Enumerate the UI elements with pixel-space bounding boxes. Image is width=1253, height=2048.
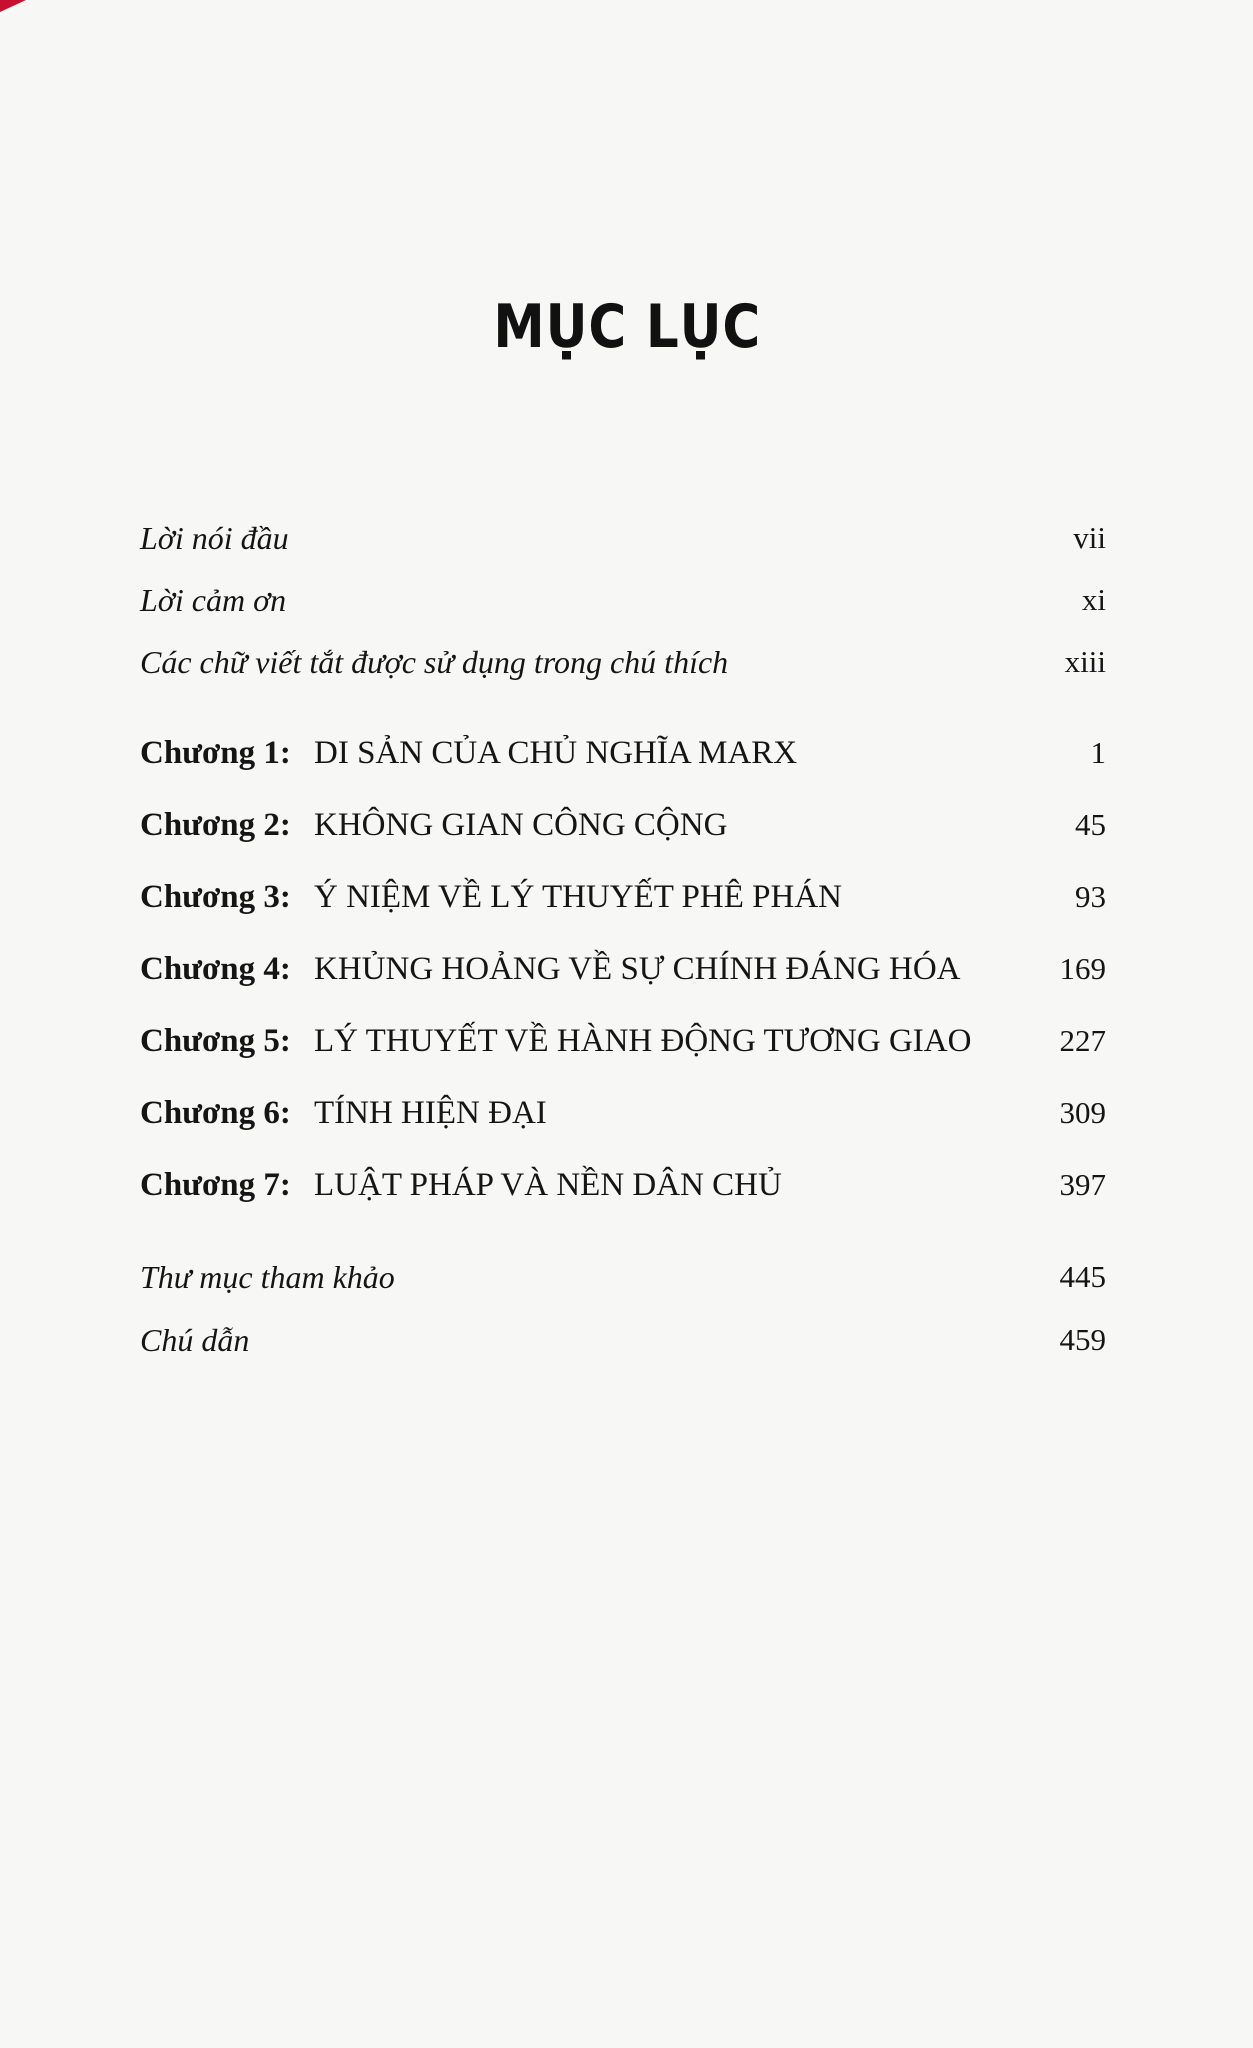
toc-entry-back[interactable] <box>140 1257 1106 1307</box>
front-matter-label: Các chữ viết tắt được sử dụng trong chú thích <box>140 644 729 680</box>
chapter-title: DI SẢN CỦA CHỦ NGHĨA MARX <box>314 735 798 771</box>
page-title: MỤC LỤC <box>493 292 762 362</box>
corner-mark <box>0 0 26 12</box>
chapter-number: Chương 2: <box>140 807 291 843</box>
page-number: xi <box>1081 582 1106 617</box>
chapter-number: Chương 4: <box>140 951 291 987</box>
back-matter-label: Thư mục tham khảo <box>140 1259 395 1295</box>
chapter-title: TÍNH HIỆN ĐẠI <box>314 1095 547 1131</box>
page-number: vii <box>1073 520 1106 555</box>
toc-entry-back[interactable] <box>140 1320 1106 1370</box>
page-number: 459 <box>1059 1322 1106 1357</box>
toc-entry-chapter[interactable] <box>140 1093 1106 1143</box>
chapter-number: Chương 1: <box>140 735 291 771</box>
toc-entry-chapter[interactable] <box>140 1165 1106 1215</box>
toc-entry-chapter[interactable] <box>140 805 1106 855</box>
chapter-number: Chương 5: <box>140 1023 291 1059</box>
front-matter-label: Lời cảm ơn <box>140 582 287 618</box>
page-number: 309 <box>1059 1095 1106 1130</box>
page-number: 1 <box>1090 735 1106 770</box>
toc-entry-chapter[interactable] <box>140 949 1106 999</box>
page-number: 445 <box>1059 1259 1106 1294</box>
toc-entry-chapter[interactable] <box>140 1021 1106 1071</box>
chapter-number: Chương 6: <box>140 1095 291 1131</box>
toc-entry-chapter[interactable] <box>140 733 1106 783</box>
toc-entry-front[interactable] <box>140 642 1106 692</box>
page-number: 45 <box>1075 807 1106 842</box>
chapter-title: LÝ THUYẾT VỀ HÀNH ĐỘNG TƯƠNG GIAO <box>314 1023 972 1059</box>
toc-entry-chapter[interactable] <box>140 877 1106 927</box>
chapter-title: KHÔNG GIAN CÔNG CỘNG <box>314 807 728 843</box>
page-number: 169 <box>1059 951 1106 986</box>
page-number: 227 <box>1059 1023 1106 1058</box>
toc-entry-front[interactable] <box>140 580 1106 630</box>
chapter-title: Ý NIỆM VỀ LÝ THUYẾT PHÊ PHÁN <box>314 879 842 915</box>
page-number: 93 <box>1075 879 1106 914</box>
page-number: xiii <box>1064 644 1106 679</box>
page-number: 397 <box>1059 1167 1106 1202</box>
toc-entry-front[interactable] <box>140 518 1106 568</box>
chapter-title: KHỦNG HOẢNG VỀ SỰ CHÍNH ĐÁNG HÓA <box>314 951 961 987</box>
chapter-number: Chương 7: <box>140 1167 291 1203</box>
front-matter-label: Lời nói đầu <box>140 520 289 556</box>
chapter-title: LUẬT PHÁP VÀ NỀN DÂN CHỦ <box>314 1167 782 1203</box>
chapter-number: Chương 3: <box>140 879 291 915</box>
back-matter-label: Chú dẫn <box>140 1322 250 1358</box>
